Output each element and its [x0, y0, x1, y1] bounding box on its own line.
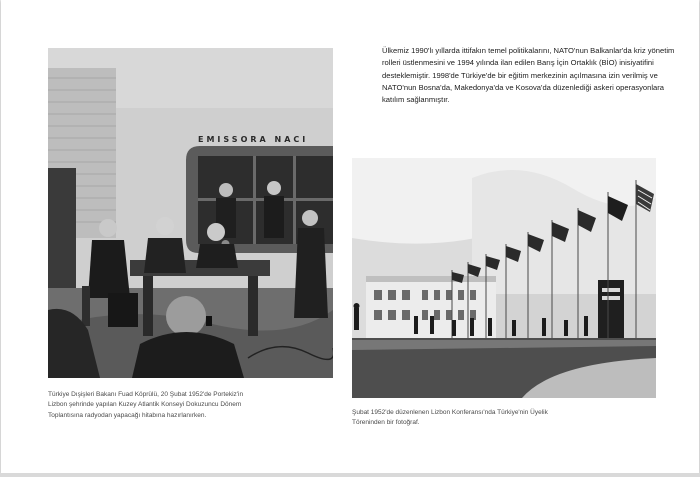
photo-flag-ceremony-image: [352, 158, 656, 398]
page-bottom-edge: [0, 473, 700, 477]
body-paragraph: Ülkemiz 1990'lı yıllarda ittifakın temel politikalarını, NATO'nun Balkanlar'da kriz yönetim rolleri üstlenmesini ve 1994 yılında ilan edilen Barış İçin Ortaklık (BİO) inisiyatifini desteklemiştir. 1998'de Türkiye'de bir eğitim merkezinin açılmasına izin verilmiş ve NATO'nun Bosna'da, Makedonya'da ve Kosova'da düzenlediği askeri operasyonlara katılım sağlanmıştır.: [382, 46, 675, 105]
caption-radio-broadcast: Türkiye Dışişleri Bakanı Fuad Köprülü, 20 Şubat 1952'de Portekiz'in Lizbon şehrinde yapılan Kuzey Atlantik Konseyi Dokuzuncu Dönem Toplantısına radyodan yapacağı hitabına hazırlanırken.: [48, 391, 244, 419]
photo-radio-broadcast: [48, 48, 333, 378]
caption-flag-ceremony: Şubat 1952'de düzenlenen Lizbon Konferansı'nda Türkiye'nin Üyelik Töreninden bir fotoğraf.: [352, 409, 548, 427]
document-page: [1, 0, 699, 473]
photo-radio-broadcast-image: [48, 48, 333, 378]
photo-flag-ceremony: [352, 158, 656, 398]
sign-text: EMISSORA NACI: [198, 135, 309, 144]
